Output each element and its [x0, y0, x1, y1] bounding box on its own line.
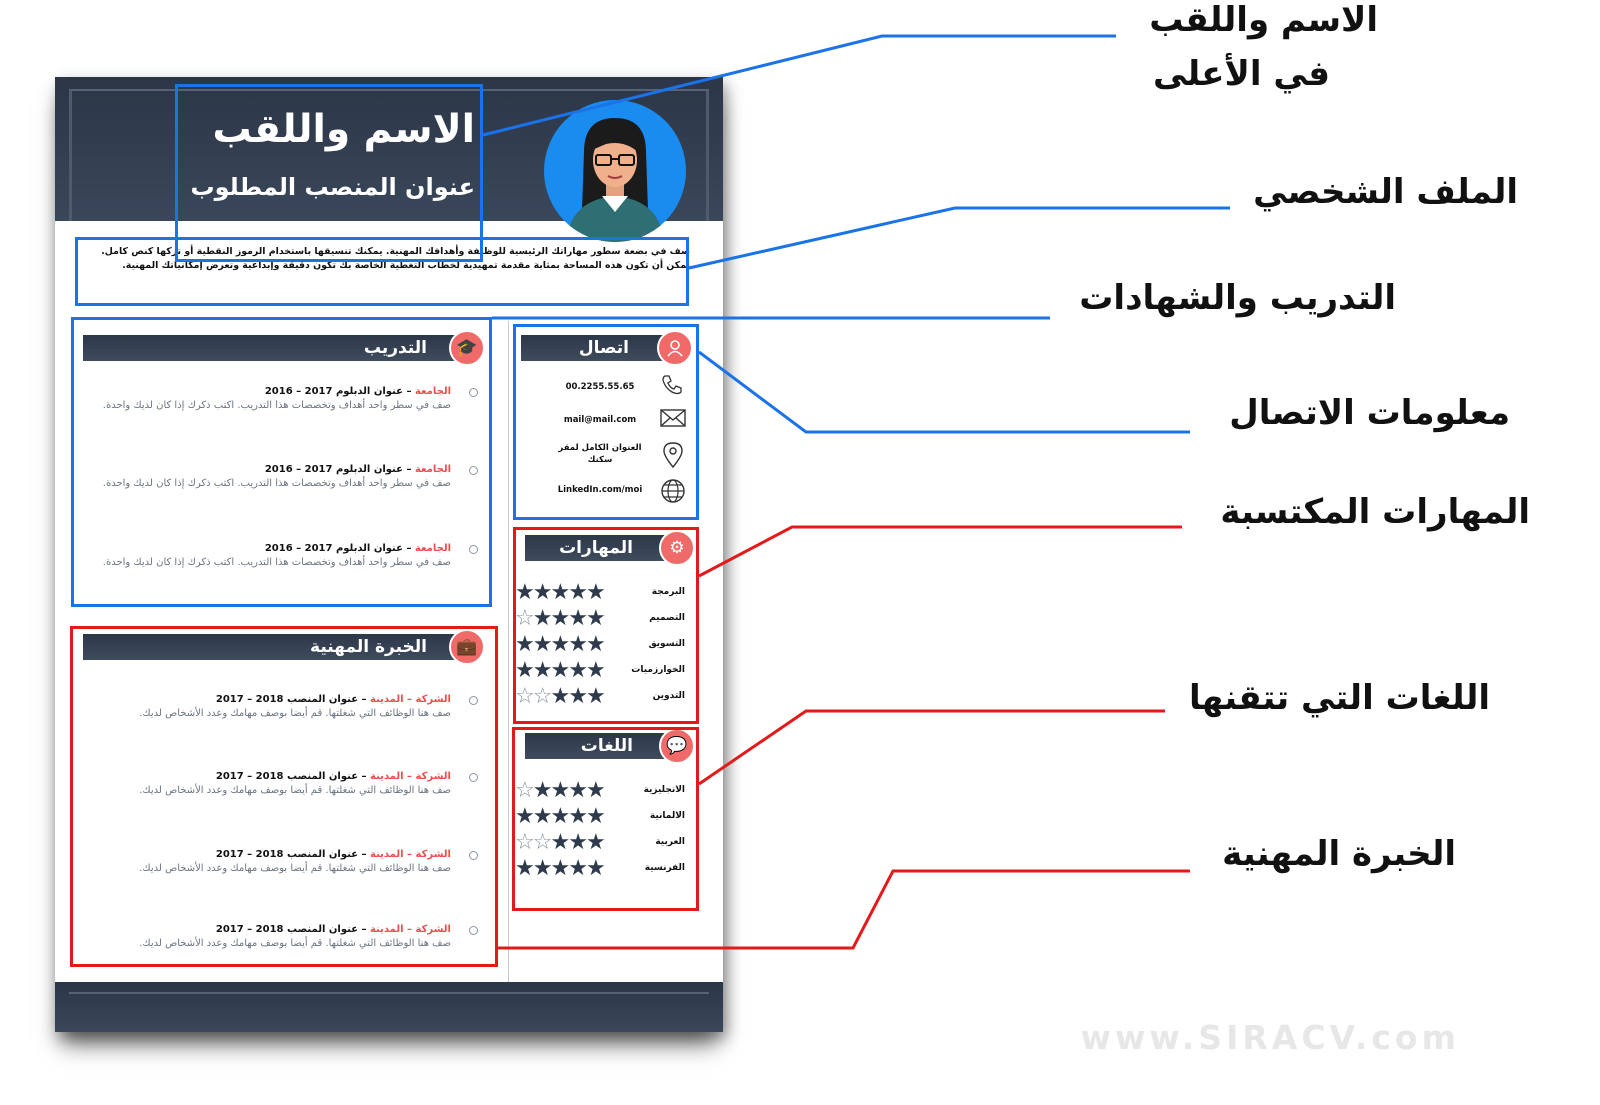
- language-row-label: العربية: [655, 837, 685, 847]
- cv-job-title: عنوان المنصب المطلوب: [190, 173, 475, 201]
- callout-profile: الملف الشخصي: [1253, 172, 1518, 212]
- star-icon: ☆: [515, 684, 533, 709]
- entry-diploma: عنوان الدبلوم: [335, 464, 403, 475]
- experience-entry-description: صف هنا الوظائف التي شغلتها. قم أيضا بوصف مهامك وعدد الأشخاص لديك.: [139, 708, 451, 719]
- entry-org: الشركة – المدينة: [370, 771, 451, 782]
- star-icon: ★: [568, 658, 586, 683]
- entry-org: الشركة – المدينة: [370, 924, 451, 935]
- star-icon: ★: [568, 856, 586, 881]
- star-icon: ★: [532, 778, 551, 803]
- entry-separator: –: [402, 464, 415, 475]
- entry-separator: –: [358, 771, 370, 782]
- entry-separator: –: [358, 694, 370, 705]
- contact-linkedin: LinkedIn.com/moi: [557, 485, 643, 495]
- entry-years: 2017 – 2018: [215, 694, 284, 705]
- star-icon: ★: [550, 606, 569, 631]
- language-row-label: الانجليزية: [643, 785, 685, 795]
- briefcase-icon: 💼: [449, 629, 485, 665]
- entry-separator: –: [358, 924, 370, 935]
- contact-address-line2: سكنك: [587, 455, 613, 465]
- contact-phone: 00.2255.55.65: [565, 382, 635, 392]
- star-icon: ★: [585, 632, 604, 657]
- skill-row-label: التسويق: [648, 639, 685, 649]
- languages-title: اللغات: [580, 736, 633, 756]
- star-icon: ★: [568, 804, 586, 829]
- entry-separator: –: [358, 849, 370, 860]
- entry-years: 2017 – 2018: [215, 924, 284, 935]
- graduation-cap-icon: 🎓: [449, 330, 485, 366]
- star-icon: ★: [585, 606, 604, 631]
- profile-summary: صف في بضعة سطور مهاراتك الرئيسية للوظيفة وأهدافك المهنية. يمكنك تنسيقها باستخدام الرموز النقطية أو تركها كنص كامل. يمكن أن تكون هذه المساحة بمثابة مقدمة تمهيدية لخطاب التغطية الخاصة بك تكون دقيقة وإبداعية وتعرض إمكانياتك المهنية.: [101, 246, 690, 271]
- experience-title: الخبرة المهنية: [310, 637, 427, 657]
- star-icon: ☆: [515, 830, 533, 855]
- star-icon: ★: [515, 658, 533, 683]
- star-icon: ★: [550, 580, 569, 605]
- watermark: www.SIRACV.com: [1080, 1018, 1460, 1057]
- entry-years: 2017 – 2018: [215, 849, 284, 860]
- entry-years: 2016 – 2017: [264, 543, 333, 554]
- training-entry-description: صف في سطر واحد أهداف وتخصصات هذا التدريب. اكتب ذكرك إذا كان لديك واحدة.: [102, 400, 451, 411]
- star-icon: ★: [550, 778, 569, 803]
- star-icon: ★: [585, 658, 604, 683]
- star-icon: ★: [568, 580, 586, 605]
- star-icon: ☆: [532, 684, 551, 709]
- star-icon: ★: [532, 804, 551, 829]
- star-icon: ★: [515, 580, 533, 605]
- callout-experience: الخبرة المهنية: [1222, 834, 1456, 874]
- star-icon: ★: [532, 580, 551, 605]
- star-icon: ★: [515, 632, 533, 657]
- star-icon: ★: [550, 684, 569, 709]
- gears-icon: ⚙: [659, 530, 695, 566]
- star-icon: ★: [550, 804, 569, 829]
- star-icon: ★: [585, 856, 604, 881]
- star-icon: ★: [568, 632, 586, 657]
- star-icon: ★: [532, 658, 551, 683]
- callout-contact: معلومات الاتصال: [1229, 393, 1510, 433]
- star-icon: ☆: [532, 830, 551, 855]
- entry-org: الجامعة: [414, 386, 451, 397]
- star-icon: ☆: [515, 606, 533, 631]
- training-entry-description: صف في سطر واحد أهداف وتخصصات هذا التدريب. اكتب ذكرك إذا كان لديك واحدة.: [102, 478, 451, 489]
- skill-row-label: الخوارزميات: [631, 665, 685, 675]
- star-icon: ★: [585, 580, 604, 605]
- callout-name-line1: الاسم واللقب: [1149, 0, 1378, 40]
- star-icon: ★: [550, 830, 569, 855]
- entry-org: الشركة – المدينة: [370, 694, 451, 705]
- callout-training: التدريب والشهادات: [1079, 278, 1396, 318]
- experience-entry-description: صف هنا الوظائف التي شغلتها. قم أيضا بوصف مهامك وعدد الأشخاص لديك.: [139, 863, 451, 874]
- star-icon: ★: [568, 684, 586, 709]
- star-icon: ★: [532, 632, 551, 657]
- star-icon: ★: [532, 856, 551, 881]
- entry-diploma: عنوان الدبلوم: [335, 386, 403, 397]
- training-entry-description: صف في سطر واحد أهداف وتخصصات هذا التدريب. اكتب ذكرك إذا كان لديك واحدة.: [102, 557, 451, 568]
- skills-title: المهارات: [559, 538, 633, 558]
- star-icon: ★: [568, 778, 586, 803]
- callout-skills: المهارات المكتسبة: [1220, 492, 1530, 532]
- entry-position: عنوان المنصب: [286, 849, 359, 860]
- entry-separator: –: [402, 386, 415, 397]
- entry-org: الجامعة: [414, 543, 451, 554]
- callout-name-line2: في الأعلى: [1153, 54, 1330, 94]
- entry-position: عنوان المنصب: [286, 771, 359, 782]
- entry-position: عنوان المنصب: [286, 924, 359, 935]
- star-icon: ★: [585, 830, 604, 855]
- star-icon: ★: [550, 658, 569, 683]
- contact-address-line1: العنوان الكامل لمقر: [558, 443, 642, 453]
- star-icon: ☆: [515, 778, 533, 803]
- star-icon: ★: [585, 778, 604, 803]
- callout-languages: اللغات التي تتقنها: [1188, 678, 1490, 718]
- language-row-label: الالمانية: [649, 811, 685, 821]
- star-icon: ★: [515, 856, 533, 881]
- entry-org: الشركة – المدينة: [370, 849, 451, 860]
- entry-years: 2016 – 2017: [264, 464, 333, 475]
- experience-entry-description: صف هنا الوظائف التي شغلتها. قم أيضا بوصف مهامك وعدد الأشخاص لديك.: [139, 785, 451, 796]
- entry-diploma: عنوان الدبلوم: [335, 543, 403, 554]
- cv-name: الاسم واللقب: [212, 107, 475, 152]
- entry-org: الجامعة: [414, 464, 451, 475]
- star-icon: ★: [532, 606, 551, 631]
- star-icon: ★: [585, 804, 604, 829]
- contact-email: mail@mail.com: [563, 415, 637, 425]
- skill-row-label: التدوين: [652, 691, 685, 701]
- star-icon: ★: [515, 804, 533, 829]
- training-title: التدريب: [363, 338, 427, 358]
- language-row-label: الفرنسية: [644, 863, 685, 873]
- chat-bubbles-icon: 💬: [659, 728, 695, 764]
- star-icon: ★: [550, 632, 569, 657]
- entry-separator: –: [402, 543, 415, 554]
- entry-years: 2016 – 2017: [264, 386, 333, 397]
- star-icon: ★: [568, 606, 586, 631]
- experience-entry-description: صف هنا الوظائف التي شغلتها. قم أيضا بوصف مهامك وعدد الأشخاص لديك.: [139, 938, 451, 949]
- contact-title: اتصال: [578, 338, 629, 358]
- star-icon: ★: [585, 684, 604, 709]
- star-icon: ★: [550, 856, 569, 881]
- skill-row-label: البرمجة: [651, 587, 685, 597]
- entry-position: عنوان المنصب: [286, 694, 359, 705]
- skill-row-label: التصميم: [649, 613, 685, 623]
- entry-years: 2017 – 2018: [215, 771, 284, 782]
- star-icon: ★: [568, 830, 586, 855]
